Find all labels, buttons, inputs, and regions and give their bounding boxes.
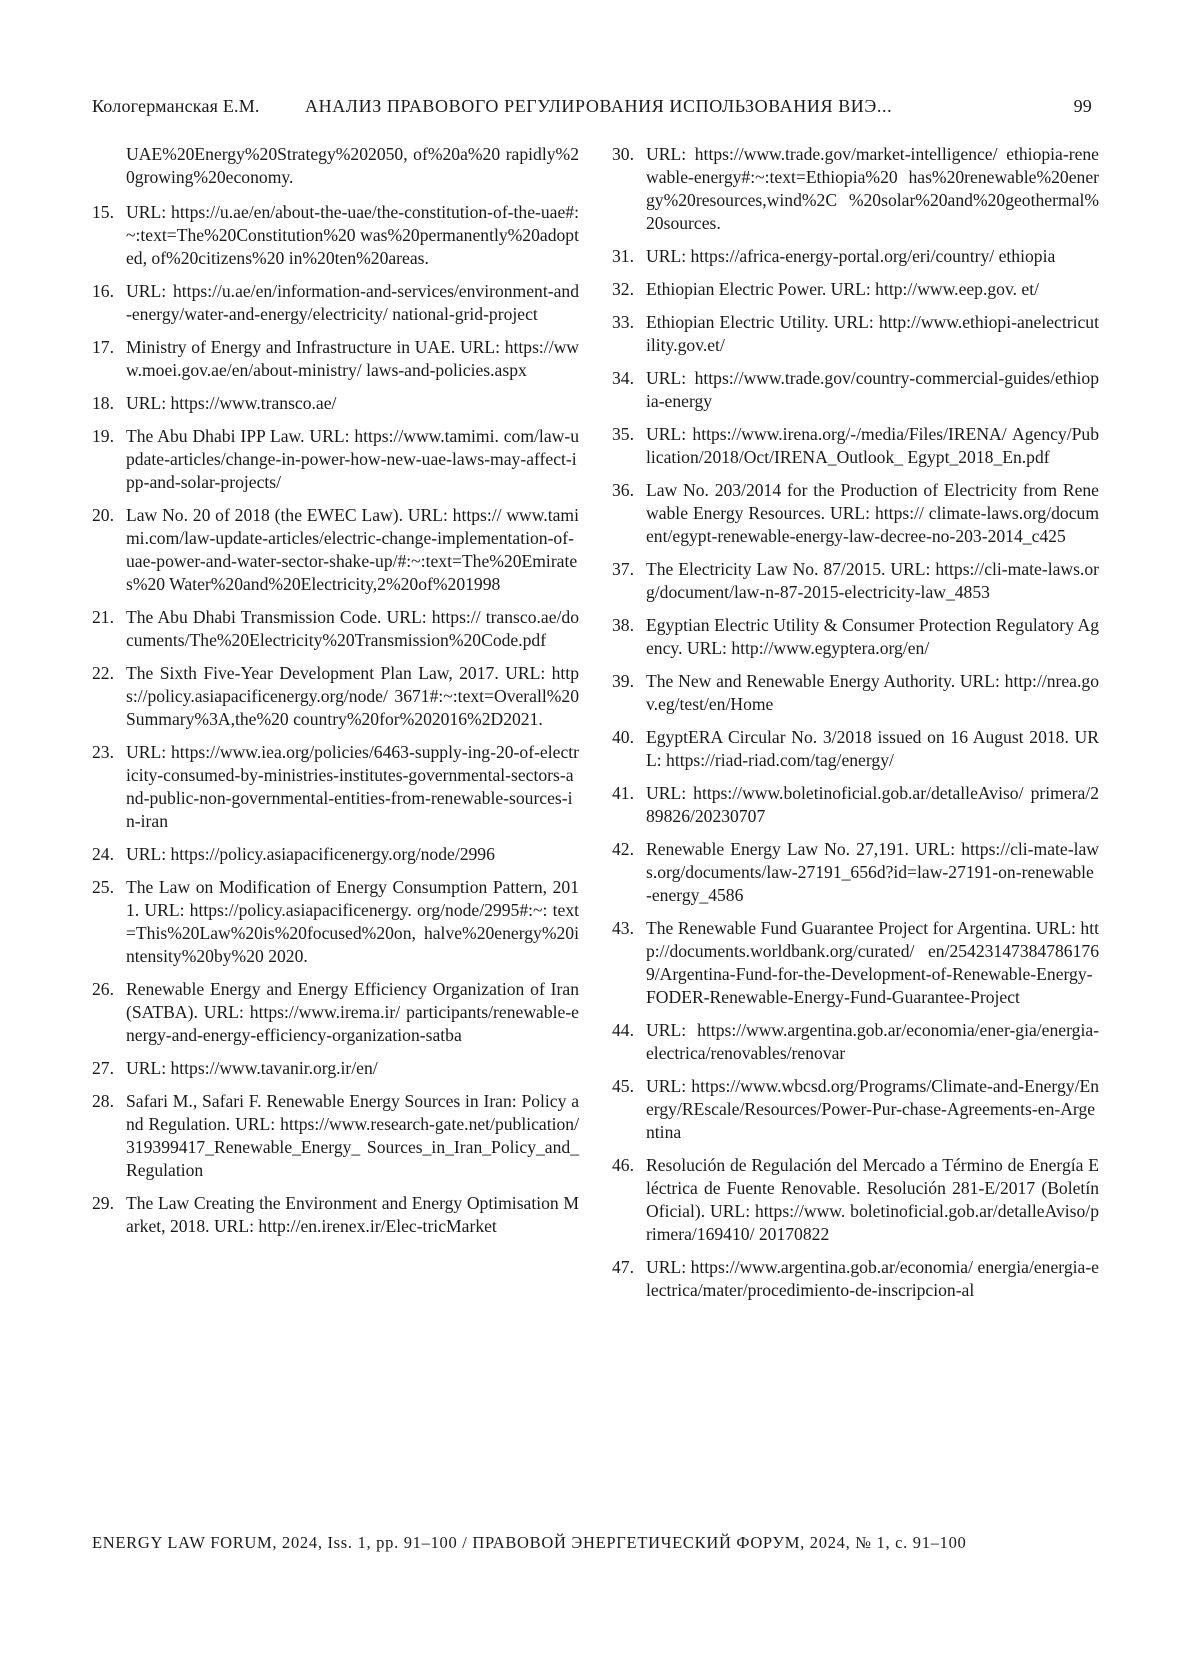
reference-number: 25. [92, 877, 114, 897]
reference-text: UAE%20Energy%20Strategy%202050, of%20a%20 rapidly%20growing%20economy. [126, 144, 579, 187]
reference-text: The New and Renewable Energy Authority. URL: http://nrea.gov.eg/test/en/Home [646, 671, 1099, 714]
reference-text: The Law Creating the Environment and Energy Optimisation Market, 2018. URL: http://en.irenex.ir/Elec-tricMarket [126, 1193, 579, 1236]
reference-item [612, 670, 1099, 716]
reference-item [612, 278, 1099, 301]
reference-text: EgyptERA Circular No. 3/2018 issued on 16 August 2018. URL: https://riad-riad.com/tag/energy/ [646, 727, 1099, 770]
reference-text: URL: https://www.boletinoficial.gob.ar/detalleAviso/ primera/289826/20230707 [646, 783, 1099, 826]
reference-item [612, 838, 1099, 907]
reference-text: URL: https://www.transco.ae/ [126, 393, 337, 413]
reference-text: Ethiopian Electric Utility. URL: http://www.ethiopi-anelectricutility.gov.et/ [646, 312, 1099, 355]
reference-item [92, 1090, 579, 1182]
reference-number: 37. [612, 559, 634, 579]
reference-number: 39. [612, 671, 634, 691]
running-header [92, 96, 1092, 124]
header-article-title: АНАЛИЗ ПРАВОВОГО РЕГУЛИРОВАНИЯ ИСПОЛЬЗОВАНИЯ ВИЭ... [305, 96, 893, 116]
reference-item [92, 1192, 579, 1238]
reference-item [92, 425, 579, 494]
reference-number: 24. [92, 844, 114, 864]
reference-number: 17. [92, 337, 114, 357]
reference-text: The Abu Dhabi Transmission Code. URL: https:// transco.ae/documents/The%20Electricity%20Transmission%20Code.pdf [126, 607, 579, 650]
reference-number: 26. [92, 979, 114, 999]
header-author: Кологерманская Е.М. [92, 96, 260, 116]
reference-number: 19. [92, 426, 114, 446]
left-reference-list [92, 201, 579, 1238]
reference-item [612, 143, 1099, 235]
reference-number: 28. [92, 1091, 114, 1111]
reference-item [612, 311, 1099, 357]
reference-number: 40. [612, 727, 634, 747]
reference-text: URL: https://www.iea.org/policies/6463-supply-ing-20-of-electricity-consumed-by-ministries-institutes-governmental-sectors-and-public-non-governmental-entities-from-renewable-sources-in-iran [126, 742, 579, 831]
reference-text: Resolución de Regulación del Mercado a Término de Energía Eléctrica de Fuente Renovable. Resolución 281-E/2017 (Boletín Oficial). URL: https://www. boletinoficial.gob.ar/detalleAviso/primera/169410/ 20170822 [646, 1155, 1099, 1244]
reference-number: 46. [612, 1155, 634, 1175]
reference-text: Ethiopian Electric Power. URL: http://www.eep.gov. et/ [646, 279, 1040, 299]
reference-text: The Renewable Fund Guarantee Project for Argentina. URL: http://documents.worldbank.org/curated/ en/254231473847861769/Argentina-Fund-for-the-Development-of-Renewable-Energy-FODER-Renewable-Energy-Fund-Guarantee-Project [646, 918, 1099, 1007]
reference-number: 35. [612, 424, 634, 444]
right-reference-list [612, 143, 1099, 1302]
reference-text: URL: https://www.argentina.gob.ar/economia/ energia/energia-electrica/mater/procedimiento-de-inscripcion-al [646, 1257, 1099, 1300]
reference-text: Law No. 203/2014 for the Production of Electricity from Renewable Energy Resources. URL: https:// climate-laws.org/document/egypt-renewable-energy-law-decree-no-203-2014_c425 [646, 480, 1099, 546]
reference-item [612, 423, 1099, 469]
reference-text: Safari M., Safari F. Renewable Energy Sources in Iran: Policy and Regulation. URL: https://www.research-gate.net/publication/319399417_Renewable_Energy_ Sources_in_Iran_Policy_and_Regulation [126, 1091, 579, 1180]
reference-item [92, 280, 579, 326]
reference-item [612, 1154, 1099, 1246]
reference-item [612, 1075, 1099, 1144]
reference-number: 31. [612, 246, 634, 266]
reference-number: 36. [612, 480, 634, 500]
reference-text: URL: https://u.ae/en/about-the-uae/the-constitution-of-the-uae#:~:text=The%20Constitution%20 was%20permanently%20adopted, of%20citizens%20 in%20ten%20areas. [126, 202, 579, 268]
reference-item [612, 245, 1099, 268]
reference-item [612, 614, 1099, 660]
reference-number: 18. [92, 393, 114, 413]
reference-item [92, 978, 579, 1047]
reference-text: URL: https://africa-energy-portal.org/eri/country/ ethiopia [646, 246, 1056, 266]
reference-item [92, 392, 579, 415]
reference-number: 23. [92, 742, 114, 762]
reference-text: Renewable Energy and Energy Efficiency Organization of Iran (SATBA). URL: https://www.irema.ir/ participants/renewable-energy-and-energy-efficiency-organization-satba [126, 979, 579, 1045]
reference-number: 15. [92, 202, 114, 222]
reference-number: 16. [92, 281, 114, 301]
reference-item [92, 843, 579, 866]
reference-item [612, 782, 1099, 828]
reference-number: 47. [612, 1257, 634, 1277]
reference-text: URL: https://policy.asiapacificenergy.org/node/2996 [126, 844, 495, 864]
reference-item [612, 479, 1099, 548]
reference-item [92, 201, 579, 270]
reference-text: URL: https://www.trade.gov/market-intelligence/ ethiopia-renewable-energy#:~:text=Ethiopia%20 has%20renewable%20energy%20resources,wind%2C %20solar%20and%20geothermal%20sources. [646, 144, 1099, 233]
reference-text: Egyptian Electric Utility & Consumer Protection Regulatory Agency. URL: http://www.egyptera.org/en/ [646, 615, 1099, 658]
reference-number: 29. [92, 1193, 114, 1213]
reference-text: URL: https://www.irena.org/-/media/Files/IRENA/ Agency/Publication/2018/Oct/IRENA_Outlook_ Egypt_2018_En.pdf [646, 424, 1099, 467]
reference-item [92, 876, 579, 968]
reference-text: Ministry of Energy and Infrastructure in UAE. URL: https://www.moei.gov.ae/en/about-ministry/ laws-and-policies.aspx [126, 337, 579, 380]
reference-text: URL: https://www.argentina.gob.ar/economia/ener-gia/energia-electrica/renovables/renovar [646, 1020, 1099, 1063]
reference-item [612, 726, 1099, 772]
reference-number: 42. [612, 839, 634, 859]
reference-number: 45. [612, 1076, 634, 1096]
reference-number: 41. [612, 783, 634, 803]
reference-text: URL: https://u.ae/en/information-and-services/environment-and-energy/water-and-energy/electricity/ national-grid-project [126, 281, 579, 324]
reference-item [612, 558, 1099, 604]
reference-item [92, 606, 579, 652]
reference-text: URL: https://www.tavanir.org.ir/en/ [126, 1058, 378, 1078]
page-number: 99 [1073, 96, 1092, 116]
reference-number: 34. [612, 368, 634, 388]
reference-item [92, 662, 579, 731]
reference-text: The Abu Dhabi IPP Law. URL: https://www.tamimi. com/law-update-articles/change-in-power-how-new-uae-laws-may-affect-ipp-and-solar-projects/ [126, 426, 579, 492]
reference-number: 43. [612, 918, 634, 938]
reference-item [612, 917, 1099, 1009]
reference-number: 21. [92, 607, 114, 627]
reference-number: 44. [612, 1020, 634, 1040]
reference-number: 33. [612, 312, 634, 332]
reference-number: 22. [92, 663, 114, 683]
reference-continuation [92, 143, 579, 189]
reference-item [92, 336, 579, 382]
reference-text: URL: https://www.trade.gov/country-commercial-guides/ethiopia-energy [646, 368, 1099, 411]
reference-text: The Sixth Five-Year Development Plan Law, 2017. URL: https://policy.asiapacificenergy.org/node/ 3671#:~:text=Overall%20Summary%3A,the%20 country%20for%202016%2D2021. [126, 663, 579, 729]
reference-number: 32. [612, 279, 634, 299]
journal-footer: ENERGY LAW FORUM, 2024, Iss. 1, pp. 91–100 / ПРАВОВОЙ ЭНЕРГЕТИЧЕСКИЙ ФОРУМ, 2024, № 1, с. 91–100 [92, 1533, 967, 1552]
right-column-references [612, 143, 1099, 1312]
reference-number: 20. [92, 505, 114, 525]
reference-item [92, 504, 579, 596]
left-column-references [92, 143, 579, 1248]
reference-number: 27. [92, 1058, 114, 1078]
reference-text: The Electricity Law No. 87/2015. URL: https://cli-mate-laws.org/document/law-n-87-2015-electricity-law_4853 [646, 559, 1099, 602]
reference-item [612, 367, 1099, 413]
reference-number: 38. [612, 615, 634, 635]
reference-text: Law No. 20 of 2018 (the EWEC Law). URL: https:// www.tamimi.com/law-update-articles/electric-change-implementation-of-uae-power-and-water-sector-shake-up/#:~:text=The%20Emirates%20 Water%20and%20Electricity,2%20of%201998 [126, 505, 579, 594]
reference-item [612, 1256, 1099, 1302]
reference-text: Renewable Energy Law No. 27,191. URL: https://cli-mate-laws.org/documents/law-27191_656d?id=law-27191-on-renewable-energy_4586 [646, 839, 1099, 905]
reference-number: 30. [612, 144, 634, 164]
reference-item [92, 741, 579, 833]
reference-text: URL: https://www.wbcsd.org/Programs/Climate-and-Energy/Energy/REscale/Resources/Power-Pur-chase-Agreements-en-Argentina [646, 1076, 1099, 1142]
reference-text: The Law on Modification of Energy Consumption Pattern, 2011. URL: https://policy.asiapacificenergy. org/node/2995#:~: text=This%20Law%20is%20focused%20on, halve%20energy%20intensity%20by%20 2020. [126, 877, 579, 966]
reference-item [612, 1019, 1099, 1065]
reference-item [92, 1057, 579, 1080]
